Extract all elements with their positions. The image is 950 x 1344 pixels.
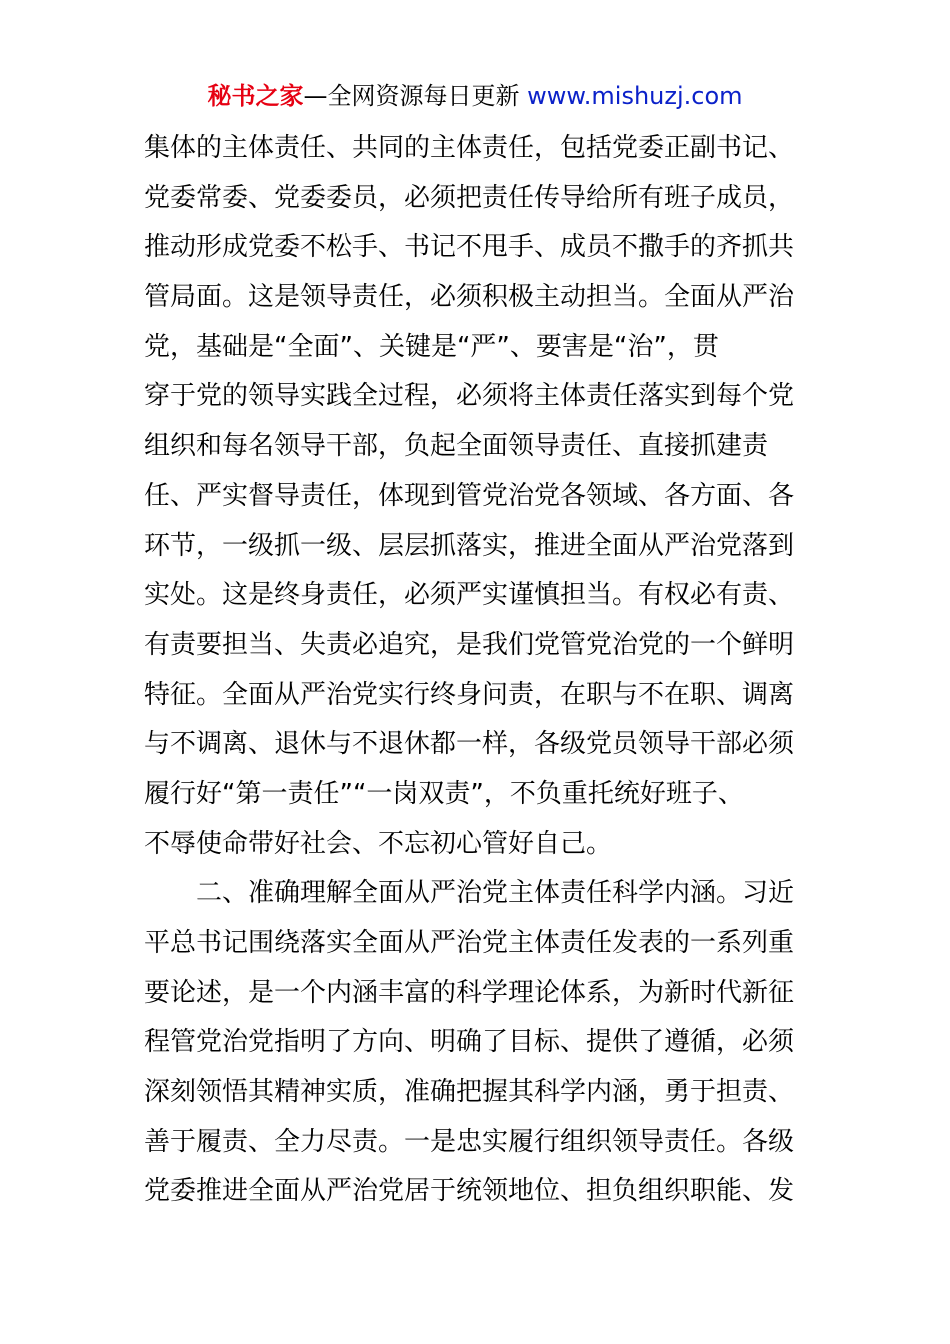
text-line: 环节，一级抓一级、层层抓落实，推进全面从严治党落到 bbox=[144, 530, 795, 561]
text-line: 穿于党的领导实践全过程，必须将主体责任落实到每个党 bbox=[144, 381, 795, 412]
brand-name: 秘书之家 bbox=[207, 82, 304, 110]
text-line: 管局面。这是领导责任，必须积极主动担当。全面从严治 bbox=[144, 282, 795, 313]
paragraph-start-line: 二、准确理解全面从严治党主体责任科学内涵。习近 bbox=[196, 878, 795, 909]
header-tagline: —全网资源每日更新 bbox=[303, 82, 520, 110]
text-line: 与不调离、退休与不退休都一样，各级党员领导干部必须 bbox=[144, 729, 795, 760]
text-line: 集体的主体责任、共同的主体责任，包括党委正副书记、 bbox=[144, 133, 795, 163]
site-url-link[interactable]: www.mishuzj.com bbox=[527, 82, 743, 110]
document-body bbox=[144, 124, 810, 1217]
text-line: 要论述，是一个内涵丰富的科学理论体系，为新时代新征 bbox=[144, 977, 795, 1008]
text-line: 党委常委、党委委员，必须把责任传导给所有班子成员， bbox=[144, 182, 795, 213]
text-line: 不辱使命带好社会、不忘初心管好自己。 bbox=[144, 828, 613, 859]
text-line: 程管党治党指明了方向、明确了目标、提供了遵循，必须 bbox=[144, 1027, 795, 1058]
text-line: 党委推进全面从严治党居于统领地位、担负组织职能、发 bbox=[144, 1176, 795, 1207]
text-line: 深刻领悟其精神实质，准确把握其科学内涵，勇于担责、 bbox=[144, 1077, 795, 1108]
text-line: 党，基础是“全面”、关键是“严”、要害是“治”，贯 bbox=[144, 331, 719, 362]
text-line: 任、严实督导责任，体现到管党治党各领域、各方面、各 bbox=[144, 480, 795, 511]
text-line: 平总书记围绕落实全面从严治党主体责任发表的一系列重 bbox=[144, 928, 795, 958]
text-line: 组织和每名领导干部，负起全面领导责任、直接抓建责 bbox=[144, 431, 769, 462]
text-line: 善于履责、全力尽责。一是忠实履行组织领导责任。各级 bbox=[144, 1126, 795, 1157]
site-header bbox=[0, 78, 950, 114]
text-line: 特征。全面从严治党实行终身问责，在职与不在职、调离 bbox=[144, 679, 795, 710]
text-line: 有责要担当、失责必追究，是我们党管党治党的一个鲜明 bbox=[144, 629, 795, 660]
text-line: 推动形成党委不松手、书记不甩手、成员不撒手的齐抓共 bbox=[144, 232, 795, 263]
text-line: 履行好“第一责任”“一岗双责”，不负重托统好班子、 bbox=[144, 778, 744, 809]
text-line: 实处。这是终身责任，必须严实谨慎担当。有权必有责、 bbox=[144, 580, 795, 611]
